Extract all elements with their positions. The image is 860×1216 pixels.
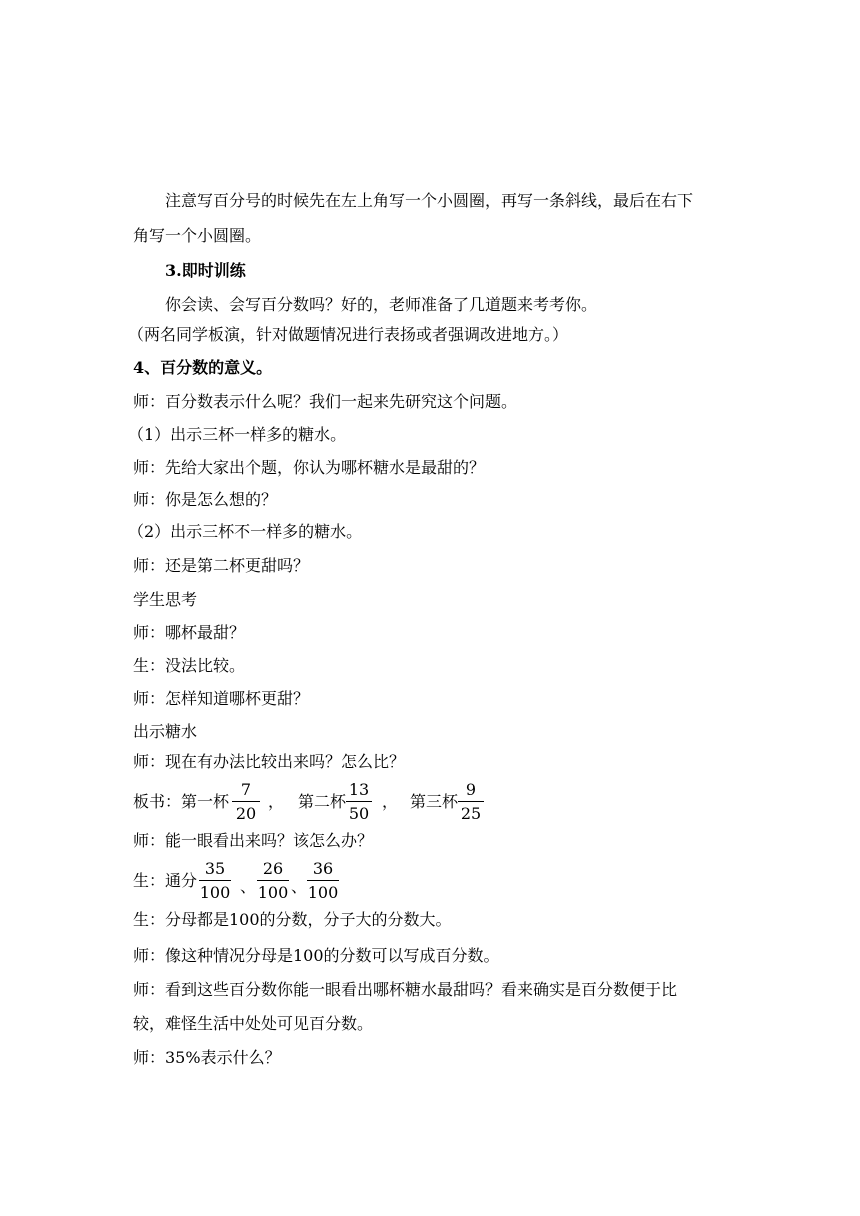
board-label-cup2: 第二杯 xyxy=(298,792,347,811)
dialog-line: 师：先给大家出个题，你认为哪杯糖水是最甜的？ xyxy=(133,458,486,477)
dialog-line: 师：能一眼看出来吗？该怎么办？ xyxy=(133,831,374,850)
dialog-line: 出示糖水 xyxy=(133,722,198,741)
fraction-denominator: 20 xyxy=(235,804,257,823)
dialog-line: 师：看到这些百分数你能一眼看出哪杯糖水最甜吗？看来确实是百分数便于比 xyxy=(133,980,678,999)
separator: ， xyxy=(382,792,399,811)
dialog-line: 师：你是怎么想的？ xyxy=(133,490,278,509)
dialog-line: （1）出示三杯一样多的糖水。 xyxy=(128,425,347,444)
fraction-36-100 xyxy=(307,860,339,902)
dialog-line: 师：35%表示什么？ xyxy=(133,1048,281,1067)
dialog-line: 师：怎样知道哪杯更甜？ xyxy=(133,689,310,708)
fraction-cup3 xyxy=(458,781,484,823)
dialog-line: 学生思考 xyxy=(133,590,198,609)
dialog-line: 师：像这种情况分母是100的分数可以写成百分数。 xyxy=(133,946,500,965)
dialog-line: 生：分母都是100的分数，分子大的分数大。 xyxy=(133,910,452,929)
fraction-26-100 xyxy=(257,860,289,902)
fraction-cup1 xyxy=(232,781,260,823)
fraction-denominator: 100 xyxy=(199,883,231,902)
fraction-35-100 xyxy=(199,860,231,902)
paragraph-percent-writing-line2: 角写一个小圆圈。 xyxy=(133,226,262,245)
dialog-line: 师：还是第二杯更甜吗？ xyxy=(133,556,310,575)
paragraph-percent-writing-line1: 注意写百分号的时候先在左上角写一个小圆圈，再写一条斜线，最后在右下 xyxy=(165,191,694,210)
dialog-line: 较，难怪生活中处处可见百分数。 xyxy=(133,1014,374,1033)
separator: ， xyxy=(268,792,285,811)
heading-instant-training: 3.即时训练 xyxy=(165,261,246,280)
fraction-numerator: 35 xyxy=(199,860,231,881)
fraction-denominator: 100 xyxy=(307,883,339,902)
fraction-denominator: 25 xyxy=(460,804,482,823)
dialog-line: 师：哪杯最甜？ xyxy=(133,623,246,642)
fraction-numerator: 26 xyxy=(257,860,289,881)
dialog-line: 师：百分数表示什么呢？我们一起来先研究这个问题。 xyxy=(133,392,518,411)
dialog-line: 师：现在有办法比较出来吗？怎么比？ xyxy=(133,752,406,771)
fraction-numerator: 9 xyxy=(458,781,484,802)
fraction-denominator: 100 xyxy=(257,883,289,902)
dialog-line: （2）出示三杯不一样多的糖水。 xyxy=(128,522,363,541)
dialog-line: 生：没法比较。 xyxy=(133,656,246,675)
paragraph-board-practice: （两名同学板演，针对做题情况进行表扬或者强调改进地方。） xyxy=(128,325,569,344)
tongfen-prefix: 生：通分 xyxy=(133,871,198,890)
fraction-numerator: 13 xyxy=(346,781,372,802)
separator: 、 xyxy=(291,877,308,896)
fraction-cup2 xyxy=(346,781,372,823)
fraction-denominator: 50 xyxy=(348,804,370,823)
board-prefix: 板书：第一杯 xyxy=(133,792,230,811)
separator: 、 xyxy=(240,877,257,896)
heading-percent-meaning: 4、百分数的意义。 xyxy=(133,358,273,377)
paragraph-can-read-write: 你会读、会写百分数吗？好的，老师准备了几道题来考考你。 xyxy=(165,295,598,314)
fraction-numerator: 36 xyxy=(307,860,339,881)
board-label-cup3: 第三杯 xyxy=(410,792,459,811)
fraction-numerator: 7 xyxy=(232,781,260,802)
